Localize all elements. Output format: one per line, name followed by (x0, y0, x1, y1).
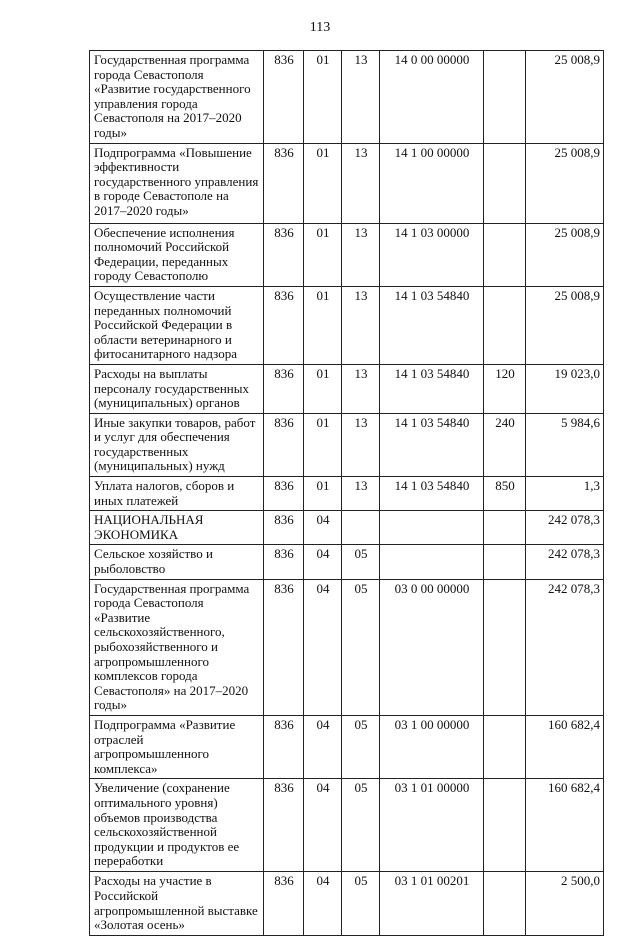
table-cell-ved: 836 (264, 511, 304, 545)
table-cell-section: 04 (304, 715, 342, 778)
table-cell-target-article: 14 1 03 54840 (380, 286, 484, 364)
table-cell-expense-type (484, 545, 526, 579)
budget-table (89, 50, 604, 936)
table-cell-name: Подпрограмма «Развитие отраслей агропромышленного комплекса» (90, 715, 264, 778)
table-cell-expense-type (484, 872, 526, 935)
table-cell-ved: 836 (264, 143, 304, 223)
table-cell-target-article: 14 1 03 00000 (380, 223, 484, 286)
table-cell-section: 01 (304, 223, 342, 286)
table-cell-subsection: 13 (342, 413, 380, 476)
table-cell-section: 04 (304, 872, 342, 935)
table-cell-subsection: 05 (342, 715, 380, 778)
table-row (90, 286, 604, 364)
table-cell-target-article: 03 1 01 00201 (380, 872, 484, 935)
table-cell-amount: 5 984,6 (526, 413, 604, 476)
table-cell-ved: 836 (264, 545, 304, 579)
table-row (90, 779, 604, 872)
table-cell-ved: 836 (264, 477, 304, 511)
table-cell-amount: 25 008,9 (526, 51, 604, 144)
table-cell-expense-type (484, 579, 526, 715)
table-cell-target-article: 14 1 00 00000 (380, 143, 484, 223)
table-cell-subsection: 05 (342, 545, 380, 579)
table-row (90, 364, 604, 413)
table-cell-amount: 242 078,3 (526, 511, 604, 545)
table-cell-name: НАЦИОНАЛЬНАЯ ЭКОНОМИКА (90, 511, 264, 545)
table-cell-ved: 836 (264, 51, 304, 144)
table-row (90, 413, 604, 476)
table-cell-name: Осуществление части переданных полномочий Российской Федерации в области ветеринарного и фитосанитарного надзора (90, 286, 264, 364)
table-cell-amount: 1,3 (526, 477, 604, 511)
table-cell-amount: 242 078,3 (526, 545, 604, 579)
table-cell-subsection: 05 (342, 779, 380, 872)
table-row (90, 872, 604, 935)
table-cell-subsection: 13 (342, 286, 380, 364)
table-cell-amount: 25 008,9 (526, 223, 604, 286)
table-cell-subsection: 13 (342, 51, 380, 144)
table-cell-amount: 25 008,9 (526, 143, 604, 223)
table-cell-amount: 160 682,4 (526, 779, 604, 872)
table-cell-target-article: 14 1 03 54840 (380, 477, 484, 511)
table-cell-expense-type: 850 (484, 477, 526, 511)
table-cell-amount: 2 500,0 (526, 872, 604, 935)
table-cell-section: 01 (304, 477, 342, 511)
table-cell-expense-type (484, 286, 526, 364)
table-cell-name: Государственная программа города Севастополя «Развитие сельскохозяйственного, рыбохозяйственного и агропромышленного комплексов города Севастополя» на 2017–2020 годы» (90, 579, 264, 715)
table-cell-name: Подпрограмма «Повышение эффективности государственного управления в городе Севастополе на 2017–2020 годы» (90, 143, 264, 223)
table-row (90, 579, 604, 715)
table-row (90, 51, 604, 144)
table-row (90, 715, 604, 778)
table-row (90, 477, 604, 511)
table-cell-subsection: 13 (342, 364, 380, 413)
table-cell-ved: 836 (264, 715, 304, 778)
table-cell-expense-type (484, 779, 526, 872)
table-body (90, 51, 604, 936)
page-number: 113 (309, 20, 331, 35)
table-cell-ved: 836 (264, 364, 304, 413)
table-cell-name: Сельское хозяйство и рыболовство (90, 545, 264, 579)
table-cell-subsection (342, 511, 380, 545)
table-cell-expense-type: 240 (484, 413, 526, 476)
table-cell-ved: 836 (264, 286, 304, 364)
table-cell-target-article (380, 545, 484, 579)
table-cell-expense-type (484, 715, 526, 778)
table-cell-target-article: 03 1 00 00000 (380, 715, 484, 778)
table-row (90, 223, 604, 286)
table-cell-subsection: 13 (342, 477, 380, 511)
table-cell-ved: 836 (264, 872, 304, 935)
table-cell-target-article: 03 1 01 00000 (380, 779, 484, 872)
table-cell-amount: 160 682,4 (526, 715, 604, 778)
table-cell-ved: 836 (264, 779, 304, 872)
table-row (90, 511, 604, 545)
table-cell-ved: 836 (264, 579, 304, 715)
table-cell-target-article (380, 511, 484, 545)
table-cell-section: 01 (304, 286, 342, 364)
table-cell-expense-type (484, 223, 526, 286)
table-cell-name: Уплата налогов, сборов и иных платежей (90, 477, 264, 511)
table-cell-expense-type (484, 143, 526, 223)
table-cell-name: Увеличение (сохранение оптимального уровня) объемов производства сельскохозяйственной продукции и продуктов ее переработки (90, 779, 264, 872)
table-cell-section: 04 (304, 579, 342, 715)
table-cell-amount: 25 008,9 (526, 286, 604, 364)
table-cell-section: 04 (304, 779, 342, 872)
table-cell-expense-type (484, 51, 526, 144)
table-cell-amount: 242 078,3 (526, 579, 604, 715)
table-cell-section: 01 (304, 413, 342, 476)
table-cell-name: Иные закупки товаров, работ и услуг для обеспечения государственных (муниципальных) нужд (90, 413, 264, 476)
table-cell-name: Расходы на участие в Российской агропромышленной выставке «Золотая осень» (90, 872, 264, 935)
table-cell-name: Государственная программа города Севастополя «Развитие государственного управления города Севастополя на 2017–2020 годы» (90, 51, 264, 144)
table-cell-subsection: 13 (342, 143, 380, 223)
table-cell-name: Расходы на выплаты персоналу государственных (муниципальных) органов (90, 364, 264, 413)
table-cell-section: 01 (304, 364, 342, 413)
table-cell-expense-type: 120 (484, 364, 526, 413)
table-cell-expense-type (484, 511, 526, 545)
table-cell-section: 04 (304, 511, 342, 545)
table-cell-target-article: 14 0 00 00000 (380, 51, 484, 144)
table-cell-ved: 836 (264, 413, 304, 476)
table-row (90, 545, 604, 579)
table-row (90, 143, 604, 223)
table-cell-subsection: 05 (342, 579, 380, 715)
table-cell-target-article: 03 0 00 00000 (380, 579, 484, 715)
table-cell-ved: 836 (264, 223, 304, 286)
table-cell-subsection: 13 (342, 223, 380, 286)
table-cell-target-article: 14 1 03 54840 (380, 413, 484, 476)
table-cell-amount: 19 023,0 (526, 364, 604, 413)
table-cell-section: 01 (304, 51, 342, 144)
table-cell-section: 04 (304, 545, 342, 579)
table-cell-subsection: 05 (342, 872, 380, 935)
table-cell-target-article: 14 1 03 54840 (380, 364, 484, 413)
table-cell-name: Обеспечение исполнения полномочий Российской Федерации, переданных городу Севастополю (90, 223, 264, 286)
table-cell-section: 01 (304, 143, 342, 223)
